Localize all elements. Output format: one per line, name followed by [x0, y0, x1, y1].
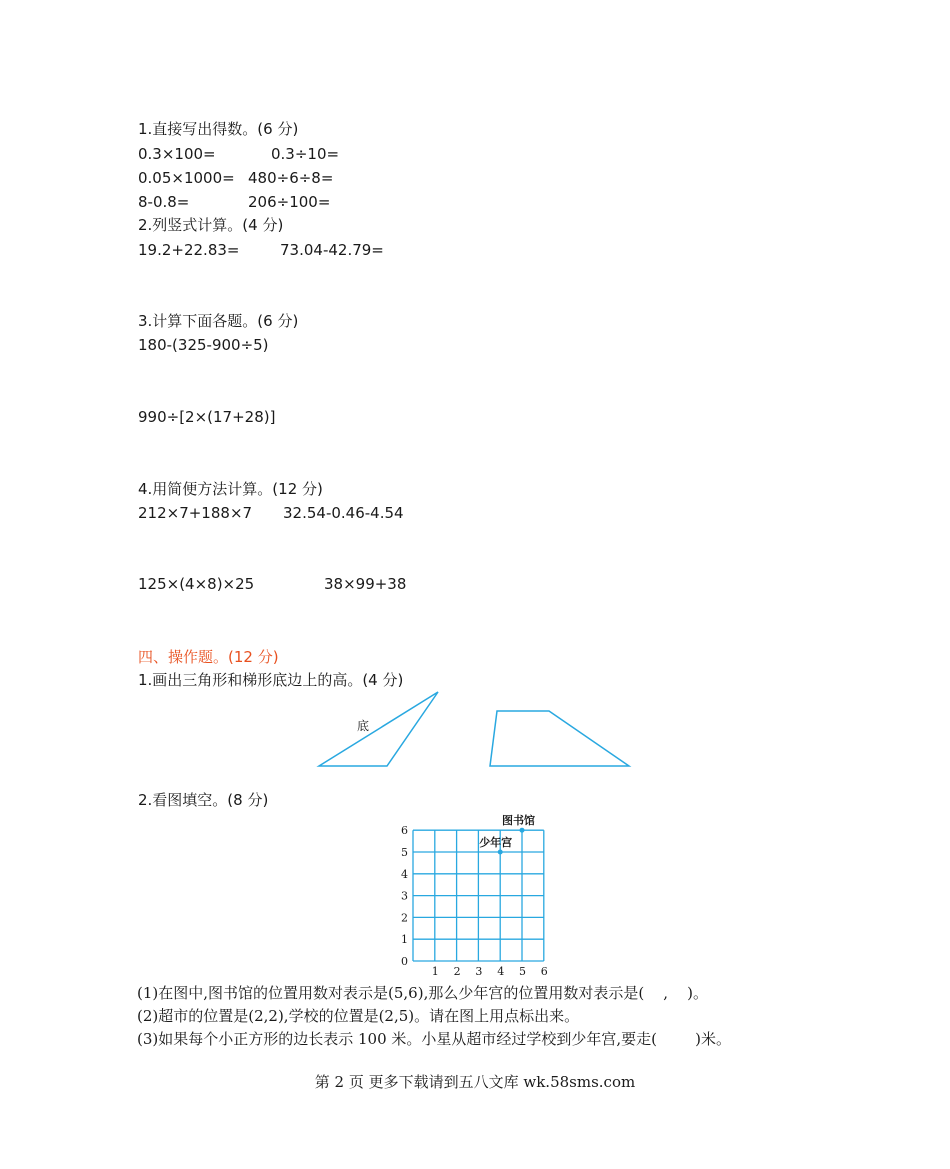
library-label: 图书馆 — [502, 814, 535, 828]
base-label: 底 — [357, 719, 370, 733]
y-tick-label: 4 — [401, 867, 408, 881]
q1-item-4: 480÷6÷8= — [248, 169, 334, 187]
page-footer: 第 2 页 更多下载请到五八文库 wk.58sms.com — [314, 1073, 636, 1091]
x-tick-label: 5 — [519, 965, 526, 978]
op1-title: 1.画出三角形和梯形底边上的高。(4 分) — [138, 671, 404, 689]
y-tick-label: 1 — [401, 933, 408, 947]
y-tick-label: 3 — [401, 889, 408, 903]
q1-title: 1.直接写出得数。(6 分) — [138, 120, 299, 138]
op2-title: 2.看图填空。(8 分) — [138, 791, 269, 809]
q3-item-1: 180-(325-900÷5) — [138, 336, 269, 354]
fill-line-3: (3)如果每个小正方形的边长表示 100 米。小星从超市经过学校到少年宫,要走( )米。 — [137, 1030, 732, 1048]
section-title: 四、操作题。(12 分) — [138, 648, 279, 666]
fill-line-1: (1)在图中,图书馆的位置用数对表示是(5,6),那么少年宫的位置用数对表示是( , )。 — [137, 984, 708, 1002]
q1-item-5: 8-0.8= — [138, 193, 190, 211]
fill-line-2: (2)超市的位置是(2,2),学校的位置是(2,5)。请在图上用点标出来。 — [137, 1007, 580, 1025]
shapes-figure — [300, 685, 650, 775]
q4-item-3: 125×(4×8)×25 — [138, 575, 255, 593]
palace-point — [498, 850, 503, 855]
q4-item-1: 212×7+188×7 — [138, 504, 253, 522]
q2-item-2: 73.04-42.79= — [280, 241, 384, 259]
q1-item-6: 206÷100= — [248, 193, 331, 211]
x-tick-label: 2 — [453, 965, 461, 978]
coordinate-grid — [390, 805, 560, 980]
origin-label: 0 — [401, 955, 408, 968]
x-tick-label: 4 — [497, 965, 505, 978]
triangle-shape — [319, 692, 438, 766]
palace-label: 少年宫 — [479, 836, 513, 849]
q2-item-1: 19.2+22.83= — [138, 241, 240, 259]
q4-item-2: 32.54-0.46-4.54 — [283, 504, 404, 522]
y-tick-label: 6 — [401, 824, 408, 838]
q1-item-3: 0.05×1000= — [138, 169, 235, 187]
x-tick-label: 6 — [540, 965, 548, 978]
q3-title: 3.计算下面各题。(6 分) — [138, 312, 299, 330]
y-tick-label: 2 — [401, 911, 408, 925]
q1-item-1: 0.3×100= — [138, 145, 216, 163]
q4-item-4: 38×99+38 — [324, 575, 407, 593]
y-tick-label: 5 — [401, 846, 408, 859]
q2-title: 2.列竖式计算。(4 分) — [138, 216, 284, 234]
q1-item-2: 0.3÷10= — [271, 145, 340, 163]
trapezoid-shape — [490, 711, 629, 766]
x-tick-label: 1 — [431, 965, 439, 978]
q3-item-2: 990÷[2×(17+28)] — [138, 408, 276, 426]
q4-title: 4.用简便方法计算。(12 分) — [138, 480, 323, 498]
x-tick-label: 3 — [475, 965, 483, 978]
library-point — [520, 828, 525, 833]
